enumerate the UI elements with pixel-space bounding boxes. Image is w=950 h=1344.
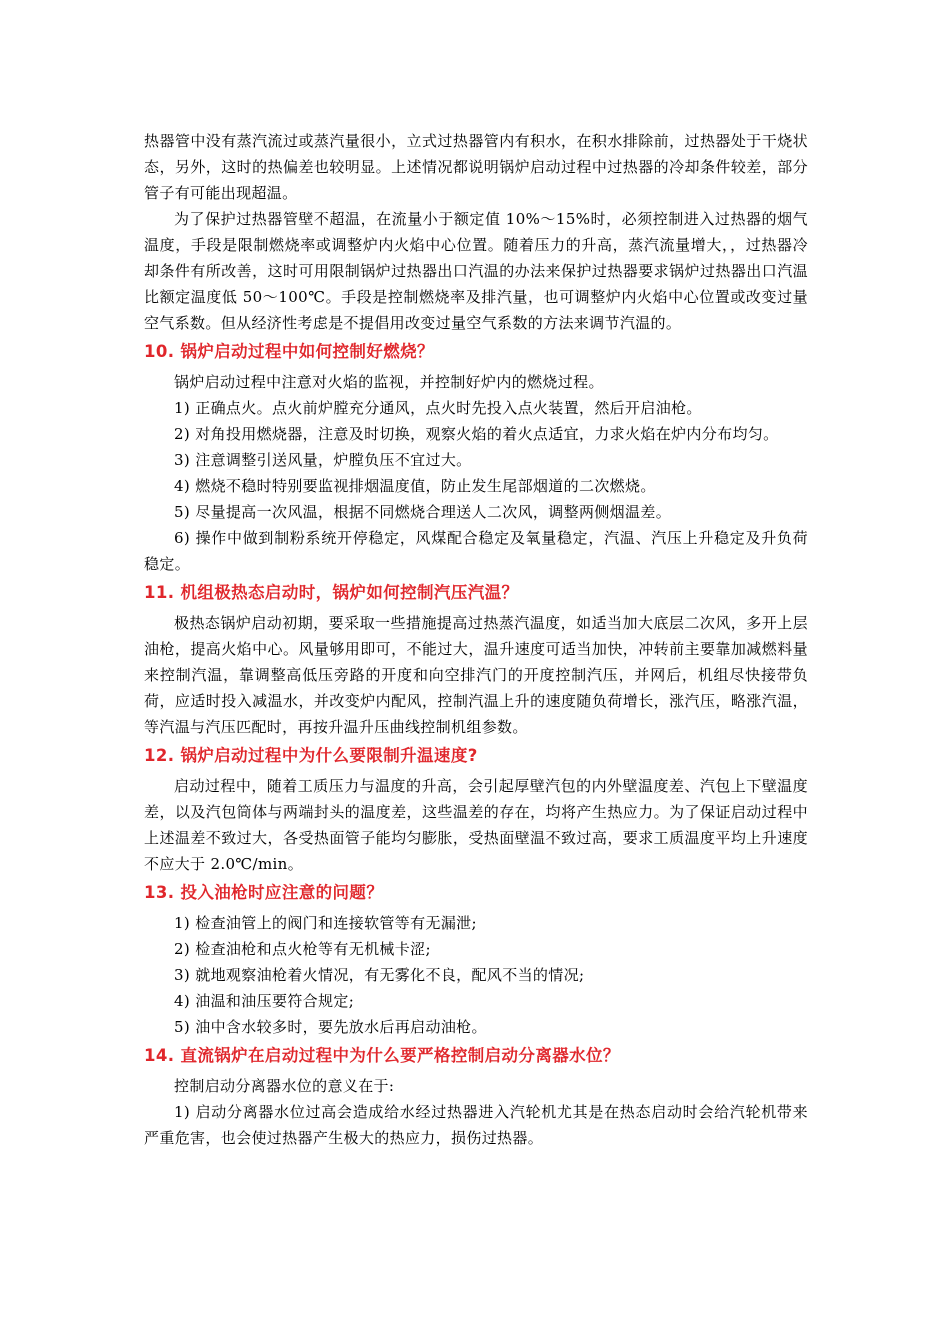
- intro-section: [144, 128, 808, 336]
- question-11-title: 机组极热态启动时，锅炉如何控制汽压汽温？: [180, 583, 519, 602]
- question-13-item: 1) 检查油管上的阀门和连接软管等有无漏泄;: [174, 914, 477, 932]
- question-10-number: 10.: [144, 342, 175, 361]
- question-11-section: [144, 579, 808, 740]
- question-10-item: 2) 对角投用燃烧器，注意及时切换，观察火焰的着火点适宜，力求火焰在炉内分布均匀。: [174, 425, 779, 443]
- question-10-item: 4) 燃烧不稳时特别要监视排烟温度值，防止发生尾部烟道的二次燃烧。: [174, 477, 656, 495]
- question-14-heading: [144, 1042, 808, 1070]
- question-13-item: 3) 就地观察油枪着火情况，有无雾化不良，配风不当的情况;: [174, 966, 585, 984]
- question-13-section: [144, 879, 808, 1040]
- question-13-heading: [144, 879, 808, 907]
- intro-paragraph-1: 热器管中没有蒸汽流过或蒸汽量很小，立式过热器管内有积水，在积水排除前，过热器处于干烧状态，另外，这时的热偏差也较明显。上述情况都说明锅炉启动过程中过热器的冷却条件较差，部分管子有可能出现超温。: [144, 132, 808, 202]
- question-10-heading: [144, 338, 808, 366]
- question-10-item: 6) 操作中做到制粉系统开停稳定，风煤配合稳定及氧量稳定，汽温、汽压上升稳定及升负荷稳定。: [144, 529, 808, 573]
- question-10-lead: 锅炉启动过程中注意对火焰的监视，并控制好炉内的燃烧过程。: [174, 373, 604, 391]
- question-10-item: 5) 尽量提高一次风温，根据不同燃烧合理送人二次风，调整两侧烟温差。: [174, 503, 672, 521]
- question-14-number: 14.: [144, 1046, 175, 1065]
- question-10-title: 锅炉启动过程中如何控制好燃烧？: [180, 342, 434, 361]
- question-13-item: 2) 检查油枪和点火枪等有无机械卡涩;: [174, 940, 431, 958]
- question-10-item: 3) 注意调整引送风量，炉膛负压不宜过大。: [174, 451, 472, 469]
- document-page: [144, 128, 808, 1151]
- question-12-body: 启动过程中，随着工质压力与温度的升高，会引起厚壁汽包的内外壁温度差、汽包上下壁温度差，以及汽包筒体与两端封头的温度差，这些温差的存在，均将产生热应力。为了保证启动过程中上述温差不致过大，各受热面管子能均匀膨胀，受热面壁温不致过高，要求工质温度平均上升速度不应大于 2.0℃/min。: [144, 777, 808, 873]
- question-14-lead: 控制启动分离器水位的意义在于:: [174, 1077, 395, 1095]
- question-13-item: 4) 油温和油压要符合规定;: [174, 992, 355, 1010]
- question-14-section: [144, 1042, 808, 1151]
- question-14-title: 直流锅炉在启动过程中为什么要严格控制启动分离器水位？: [180, 1046, 620, 1065]
- question-13-item: 5) 油中含水较多时，要先放水后再启动油枪。: [174, 1018, 487, 1036]
- question-11-body: 极热态锅炉启动初期，要采取一些措施提高过热蒸汽温度，如适当加大底层二次风，多开上层油枪，提高火焰中心。风量够用即可，不能过大，温升速度可适当加快，冲转前主要靠加减燃料量来控制汽温，靠调整高低压旁路的开度和向空排汽门的开度控制汽压，并网后，机组尽快接带负荷，应适时投入减温水，并改变炉内配风，控制汽温上升的速度随负荷增长，涨汽压，略涨汽温，等汽温与汽压匹配时，再按升温升压曲线控制机组参数。: [144, 614, 808, 736]
- intro-paragraph-2: 为了保护过热器管壁不超温，在流量小于额定值 10%～15%时，必须控制进入过热器的烟气温度，手段是限制燃烧率或调整炉内火焰中心位置。随着压力的升高，蒸汽流量增大，，过热器冷却条件有所改善，这时可用限制锅炉过热器出口汽温的办法来保护过热器要求锅炉过热器出口汽温比额定温度低 50～100℃。手段是控制燃烧率及排汽量，也可调整炉内火焰中心位置或改变过量空气系数。但从经济性考虑是不提倡用改变过量空气系数的方法来调节汽温的。: [144, 210, 808, 332]
- question-12-section: [144, 742, 808, 877]
- question-12-number: 12.: [144, 746, 175, 765]
- question-14-item: 1) 启动分离器水位过高会造成给水经过热器进入汽轮机尤其是在热态启动时会给汽轮机带来严重危害，也会使过热器产生极大的热应力，损伤过热器。: [144, 1103, 808, 1147]
- question-13-number: 13.: [144, 883, 175, 902]
- question-13-title: 投入油枪时应注意的问题？: [180, 883, 384, 902]
- question-10-section: [144, 338, 808, 577]
- question-12-heading: [144, 742, 808, 770]
- question-12-title: 锅炉启动过程中为什么要限制升温速度?: [180, 746, 478, 765]
- question-11-number: 11.: [144, 583, 175, 602]
- question-11-heading: [144, 579, 808, 607]
- question-10-item: 1) 正确点火。点火前炉膛充分通风，点火时先投入点火装置，然后开启油枪。: [174, 399, 702, 417]
